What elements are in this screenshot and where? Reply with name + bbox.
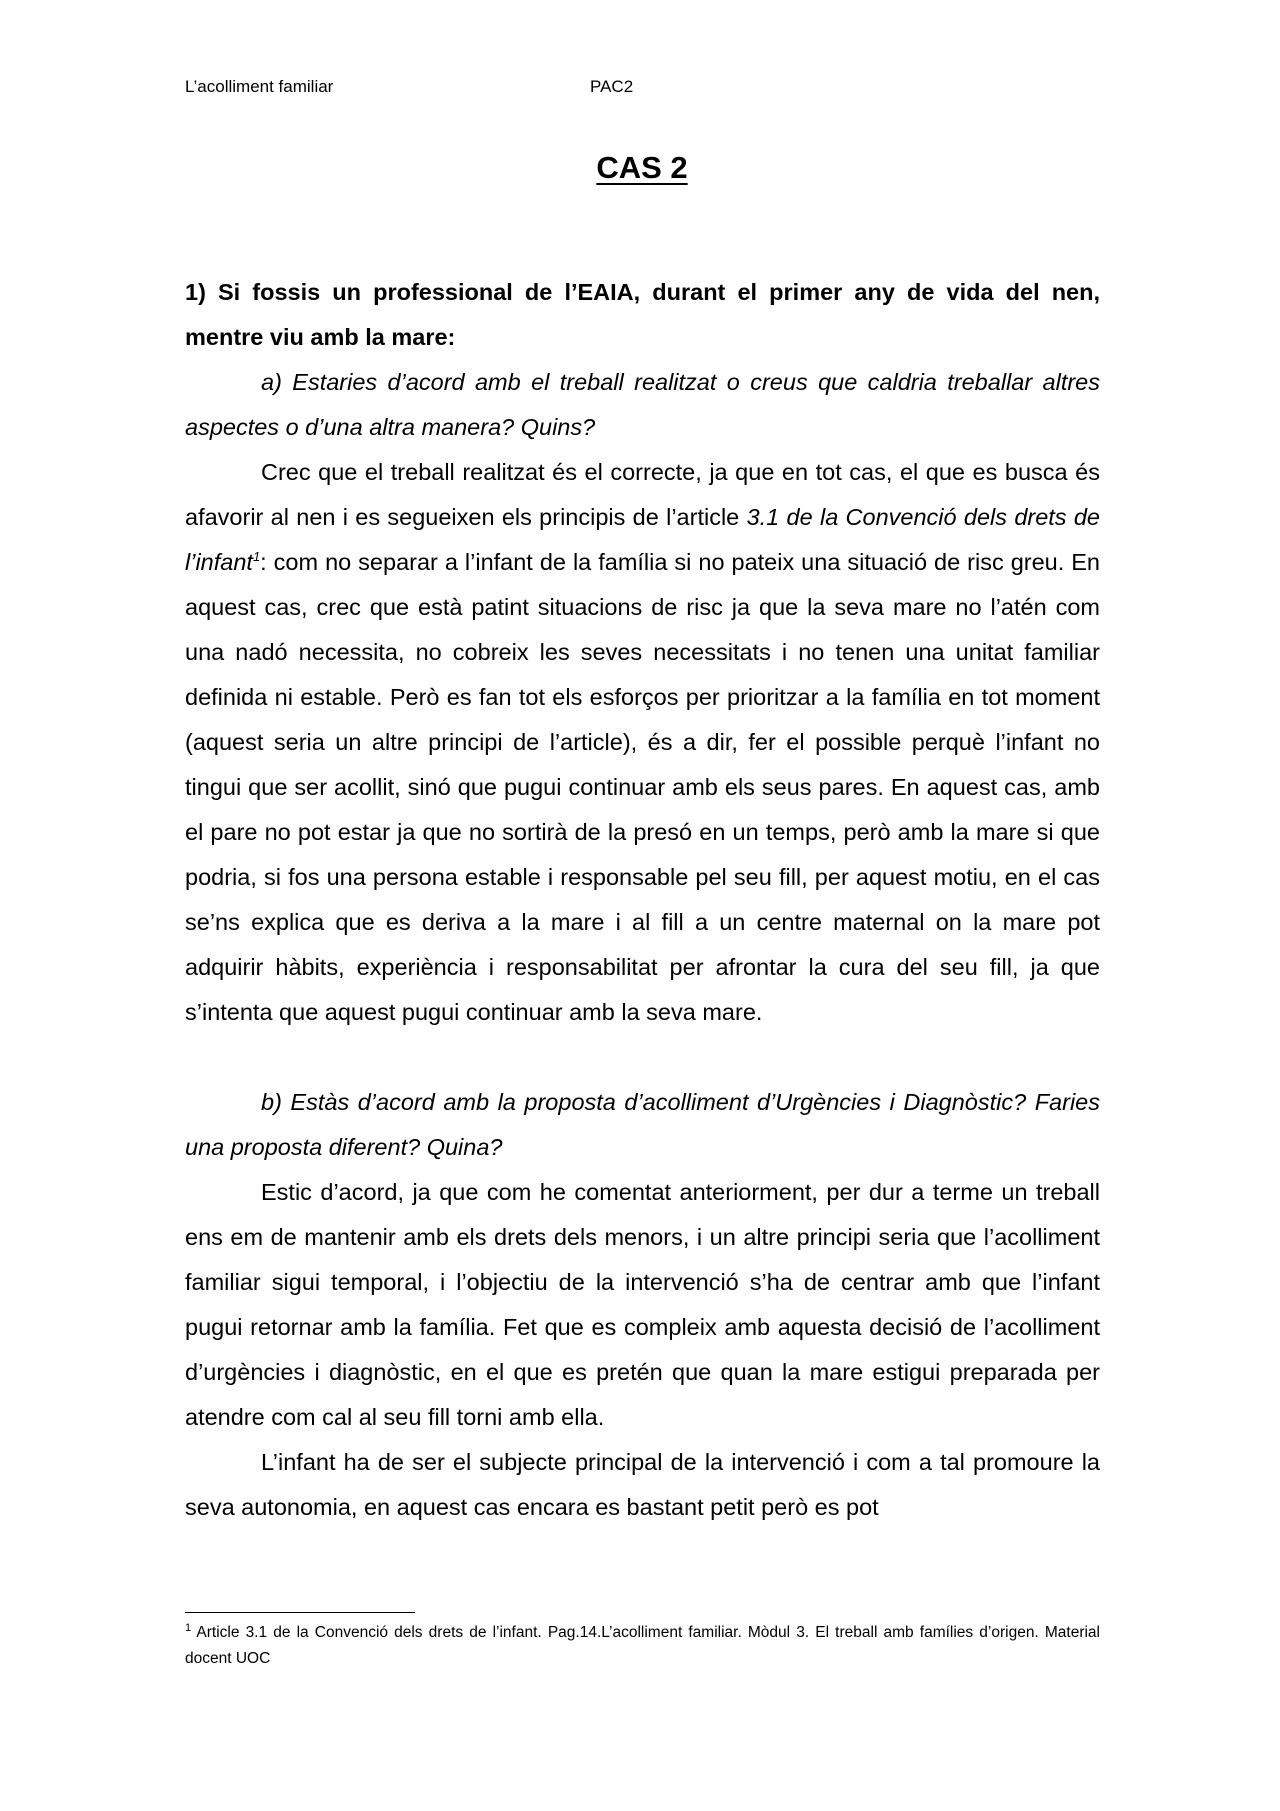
question-1: 1) Si fossis un professional de l’EAIA, durant el primer any de vida del nen, mentre viu amb la mare: (185, 279, 1100, 350)
footnote-reference: 1 (252, 549, 261, 565)
footnote (185, 1620, 1100, 1672)
footnote-separator (185, 1612, 415, 1613)
page-header (185, 77, 1085, 101)
footnote-text: Article 3.1 de la Convenció dels drets de l’infant. Pag.14.L’acolliment familiar. Mòdul 3. El treball amb famílies d’origen. Material docent UOC (185, 1624, 1100, 1667)
footnote-mark: 1 (185, 1621, 192, 1634)
convention-citation: 3.1 de la Convenció dels drets de l’infant (185, 504, 1100, 575)
document-body (185, 270, 1100, 1530)
question-1a: a) Estaries d’acord amb el treball realitzat o creus que caldria treballar altres aspectes o d’una altra manera? Quins? (185, 369, 1100, 440)
header-assignment-code: PAC2 (590, 77, 634, 96)
paragraph-gap (185, 1035, 1100, 1080)
header-document-title: L’acolliment familiar (185, 77, 334, 96)
answer-1b: Estic d’acord, ja que com he comentat anteriorment, per dur a terme un treball ens em de mantenir amb els drets dels menors, i un altre principi seria que l’acolliment familiar sigui temporal, i l’objectiu de la intervenció s’ha de centrar amb que l’infant pugui retornar amb la família. Fet que es compleix amb aquesta decisió de l’acolliment d’urgències i diagnòstic, en el que es pretén que quan la mare estigui preparada per atendre com cal al seu fill torni amb ella. (185, 1179, 1100, 1430)
answer-1a-text-start: Crec que el treball realitzat és el correcte, ja que en tot cas, el que es busca és afavorir al nen i es segueixen els principis de l’article (185, 459, 1100, 530)
answer-1a-text-end: : com no separar a l’infant de la família si no pateix una situació de risc greu. En aquest cas, crec que està patint situacions de risc ja que la seva mare no l’atén com una nadó necessita, no cobreix les seves necessitats i no tenen una unitat familiar definida ni estable. Però es fan tot els esforços per prioritzar a la família en tot moment (aquest seria un altre principi de l’article), és a dir, fer el possible perquè l’infant no tingui que ser acollit, sinó que pugui continuar amb els seus pares. En aquest cas, amb el pare no pot estar ja que no sortirà de la presó en un temps, però amb la mare si que podria, si fos una persona estable i responsable pel seu fill, per aquest motiu, en el cas se’ns explica que es deriva a la mare i al fill a un centre maternal on la mare pot adquirir hàbits, experiència i responsabilitat per afrontar la cura del seu fill, ja que s’intenta que aquest pugui continuar amb la seva mare. (185, 549, 1100, 1025)
case-title: CAS 2 (596, 150, 688, 185)
answer-1b-continued: L’infant ha de ser el subjecte principal de la intervenció i com a tal promoure la seva autonomia, en aquest cas encara es bastant petit però es pot (185, 1449, 1100, 1520)
answer-1a (185, 450, 1100, 1035)
question-1b: b) Estàs d’acord amb la proposta d’acolliment d’Urgències i Diagnòstic? Faries una proposta diferent? Quina? (185, 1089, 1100, 1160)
